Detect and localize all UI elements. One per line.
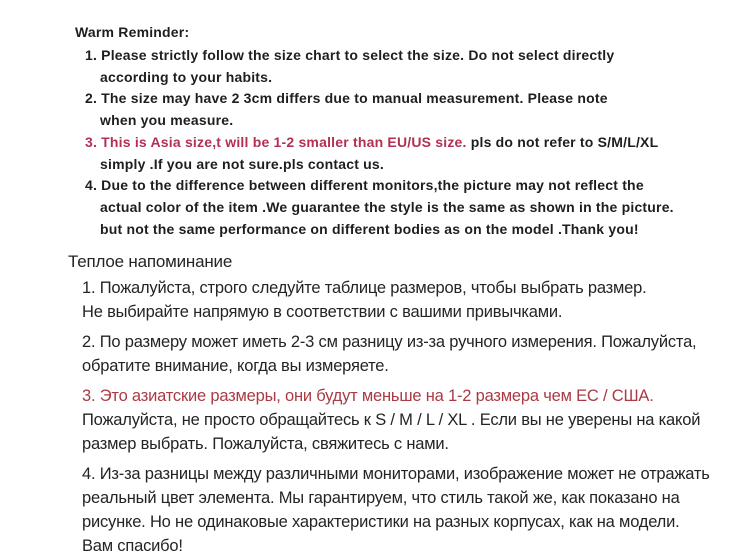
- reminder-line: [100, 154, 725, 176]
- reminder-line: [82, 276, 728, 300]
- reminder-line: [85, 132, 725, 154]
- text-segment: Вам спасибо!: [82, 537, 183, 555]
- reminder-line: [100, 67, 725, 89]
- english-reminder-section: [75, 20, 725, 240]
- reminder-line: [82, 510, 728, 534]
- reminder-line: [85, 175, 725, 197]
- highlighted-text-segment: 3. This is Asia size,t will be 1-2 smaller than EU/US size.: [85, 133, 467, 150]
- text-segment: pls do not refer to S/M/L/XL: [466, 133, 659, 150]
- reminder-line: [82, 330, 728, 354]
- reminder-paragraph: [82, 384, 728, 456]
- text-segment: обратите внимание, когда вы измеряете.: [82, 357, 389, 375]
- text-segment: 2. По размеру может иметь 2-3 см разницу из-за ручного измерения. Пожалуйста,: [82, 333, 697, 351]
- reminder-line: [82, 432, 728, 456]
- reminder-line: [100, 197, 725, 219]
- reminder-line: [82, 486, 728, 510]
- english-reminder-title: Warm Reminder:: [75, 24, 190, 40]
- reminder-line: [82, 534, 728, 556]
- text-segment: Пожалуйста, не просто обращайтесь к S / M / L / XL . Если вы не уверены на какой: [82, 411, 701, 429]
- text-segment: 4. Из-за разницы между различными мониторами, изображение может не отражать: [82, 465, 710, 483]
- reminder-line: [100, 110, 725, 132]
- text-segment: according to your habits.: [100, 68, 273, 85]
- reminder-line: [82, 462, 728, 486]
- russian-reminder-title: Теплое напоминание: [68, 252, 233, 271]
- reminder-paragraph: [82, 276, 728, 324]
- text-segment: рисунке. Но не одинаковые характеристики на разных корпусах, как на модели.: [82, 513, 680, 531]
- reminder-line: [82, 354, 728, 378]
- text-segment: реальный цвет элемента. Мы гарантируем, что стиль такой же, как показано на: [82, 489, 680, 507]
- text-segment: 2. The size may have 2 3cm differs due to manual measurement. Please note: [85, 90, 608, 107]
- text-segment: when you measure.: [100, 112, 234, 129]
- reminder-line: [82, 300, 728, 324]
- english-reminder-lines: [75, 45, 725, 240]
- reminder-line: [82, 384, 728, 408]
- text-segment: 1. Please strictly follow the size chart to select the size. Do not select directly: [85, 47, 615, 63]
- highlighted-text-segment: 3. Это азиатские размеры, они будут меньше на 1-2 размера чем ЕС / США.: [82, 387, 654, 405]
- text-segment: actual color of the item .We guarantee the style is the same as shown in the picture.: [100, 198, 674, 215]
- text-segment: simply .If you are not sure.pls contact us.: [100, 155, 384, 172]
- text-segment: размер выбрать. Пожалуйста, свяжитесь с нами.: [82, 435, 449, 453]
- reminder-paragraph: [82, 330, 728, 378]
- russian-reminder-paragraphs: [68, 276, 728, 556]
- text-segment: 4. Due to the difference between different monitors,the picture may not reflect the: [85, 177, 644, 194]
- text-segment: 1. Пожалуйста, строго следуйте таблице размеров, чтобы выбрать размер.: [82, 279, 647, 297]
- reminder-line: [100, 219, 725, 241]
- reminder-line: [85, 45, 725, 67]
- text-segment: but not the same performance on different bodies as on the model .Thank you!: [100, 220, 639, 237]
- reminder-line: [82, 408, 728, 432]
- reminder-line: [85, 88, 725, 110]
- text-segment: Не выбирайте напрямую в соответствии с вашими привычками.: [82, 303, 563, 321]
- russian-reminder-section: [68, 248, 728, 556]
- reminder-paragraph: [82, 462, 728, 556]
